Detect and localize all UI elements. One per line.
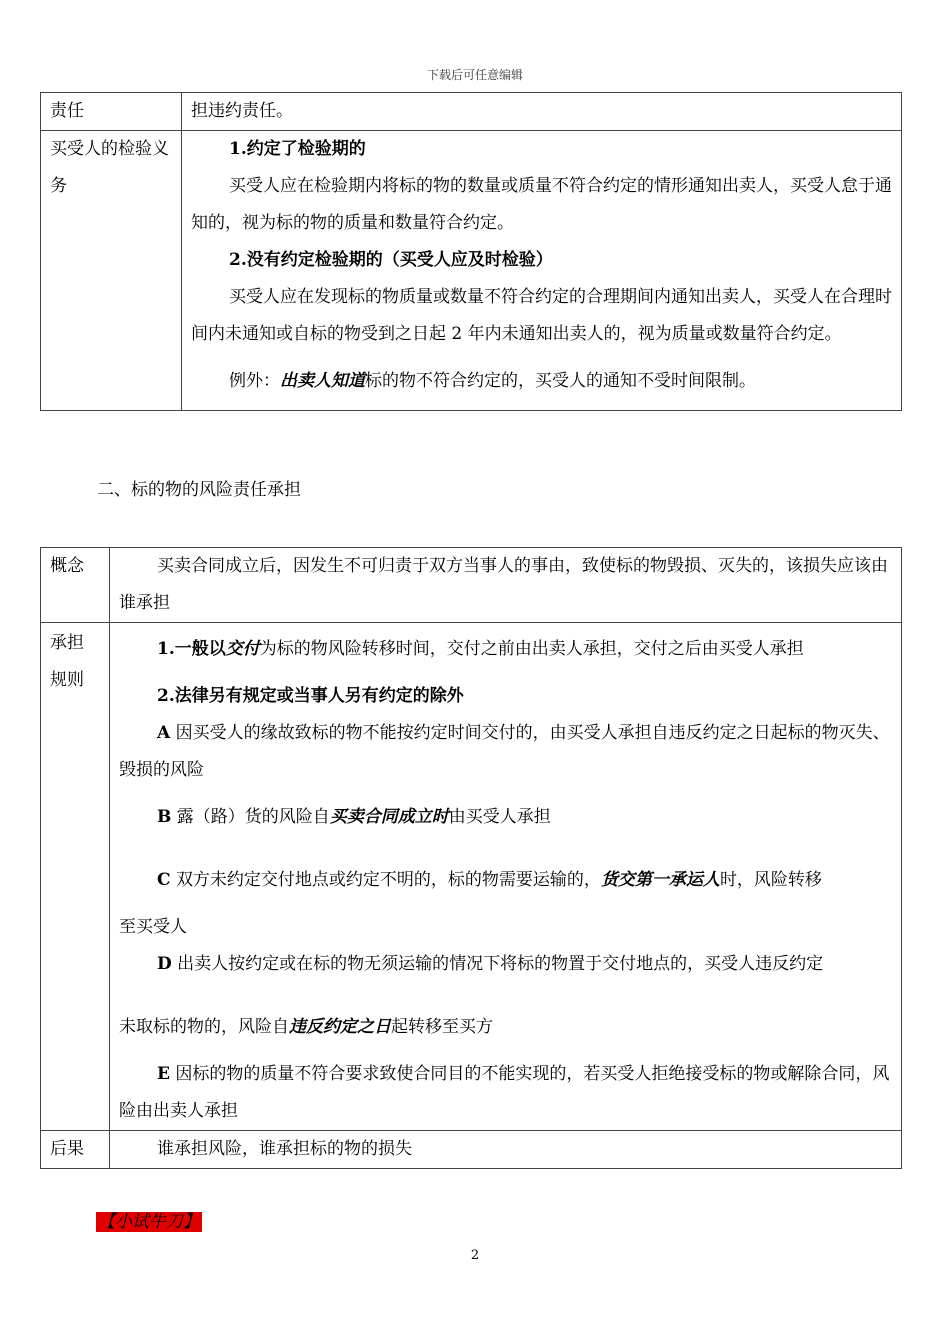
inspection-paragraph-1: 买受人应在检验期内将标的物的数量或质量不符合约定的情形通知出卖人，买受人怠于通知的，视为标的物的质量和数量符合约定。 xyxy=(191,176,892,233)
table-row xyxy=(41,93,902,131)
row-label-liability: 责任 xyxy=(41,93,182,131)
row-label-rules: 承担规则 xyxy=(41,623,110,1131)
rule-b-post: 由买受人承担 xyxy=(448,807,551,827)
rule-c-emphasis: 货交第一承运人 xyxy=(600,870,720,890)
table-row xyxy=(41,623,902,1131)
consequence-text: 谁承担风险，谁承担标的物的损失 xyxy=(157,1139,412,1159)
row-label-inspection: 买受人的检验义务 xyxy=(41,131,182,411)
exception-suffix: 标的物不符合约定的，买受人的通知不受时间限制。 xyxy=(365,371,756,391)
rule-c-pre: 双方未约定交付地点或约定不明的，标的物需要运输的， xyxy=(175,870,601,890)
table-row xyxy=(41,1131,902,1169)
row-content-concept xyxy=(110,548,902,623)
table-row xyxy=(41,548,902,623)
section-title: 二、标的物的风险责任承担 xyxy=(97,480,301,500)
rule-e-text: 因标的物的质量不符合要求致使合同目的不能实现的，若买受人拒绝接受标的物或解除合同，风险由出卖人承担 xyxy=(119,1064,890,1121)
rule-b-mark: B xyxy=(157,807,172,827)
concept-text: 买卖合同成立后，因发生不可归责于双方当事人的事由，致使标的物毁损、灭失的，该损失应该由谁承担 xyxy=(119,556,888,613)
rule-c-post: 时，风险转移 xyxy=(719,870,822,890)
rule-e xyxy=(119,1056,892,1130)
rule-d-text: 出卖人按约定或在标的物无须运输的情况下将标的物置于交付地点的，买受人违反约定 xyxy=(177,954,824,974)
rule-a-mark: A xyxy=(157,723,171,743)
rule-a-text: 因买受人的缘故致标的物不能按约定时间交付的，由买受人承担自违反约定之日起标的物灭失、毁损的风险 xyxy=(119,723,890,780)
rule-2: 2.法律另有规定或当事人另有约定的除外 xyxy=(157,686,464,706)
rule-b xyxy=(119,799,892,836)
inspection-heading-2: 2.没有约定检验期的（买受人应及时检验） xyxy=(229,250,553,270)
exception-prefix: 例外： xyxy=(229,371,280,391)
rule-e-mark: E xyxy=(157,1064,170,1084)
rule-c-continued: 至买受人 xyxy=(119,917,187,937)
rule-c-mark: C xyxy=(157,870,171,890)
risk-bearing-table xyxy=(40,547,902,1169)
rule-d-cont-post: 起转移至买方 xyxy=(391,1017,493,1037)
page-number: 2 xyxy=(470,1248,480,1263)
rule-a xyxy=(119,715,892,789)
rule-1-emphasis: 交付 xyxy=(225,639,260,659)
rule-1 xyxy=(119,631,892,668)
page-header: 下载后可任意编辑 xyxy=(426,68,523,82)
rule-1-pre: 1.一般以 xyxy=(157,639,226,659)
rule-b-pre: 露（路）货的风险自 xyxy=(176,807,330,827)
exception-emphasis: 出卖人知道 xyxy=(280,371,365,391)
rule-d-cont-emphasis: 违反约定之日 xyxy=(289,1017,391,1037)
inspection-paragraph-2: 买受人应在发现标的物质量或数量不符合约定的合理期间内通知出卖人，买受人在合理时间内未通知或自标的物受到之日起 2 年内未通知出卖人的，视为质量或数量符合约定。 xyxy=(191,287,892,344)
row-content-liability: 担违约责任。 xyxy=(182,93,902,131)
rule-d-cont-pre: 未取标的物的，风险自 xyxy=(119,1017,289,1037)
rule-d xyxy=(119,946,892,983)
inspection-exception xyxy=(191,363,892,400)
row-content-rules xyxy=(110,623,902,1131)
rule-b-emphasis: 买卖合同成立时 xyxy=(329,807,449,827)
row-label-concept: 概念 xyxy=(41,548,110,623)
rule-c xyxy=(119,862,892,899)
rule-d-continued xyxy=(119,1009,892,1046)
inspection-heading-1: 1.约定了检验期的 xyxy=(229,139,366,159)
rule-1-post: 为标的物风险转移时间，交付之前由出卖人承担，交付之后由买受人承担 xyxy=(259,639,804,659)
row-content-consequence xyxy=(110,1131,902,1169)
row-content-inspection xyxy=(182,131,902,411)
row-label-consequence: 后果 xyxy=(41,1131,110,1169)
practice-tag: 【小试牛刀】 xyxy=(98,1212,200,1232)
rule-d-mark: D xyxy=(157,954,172,974)
buyer-obligations-table xyxy=(40,92,902,411)
table-row xyxy=(41,131,902,411)
